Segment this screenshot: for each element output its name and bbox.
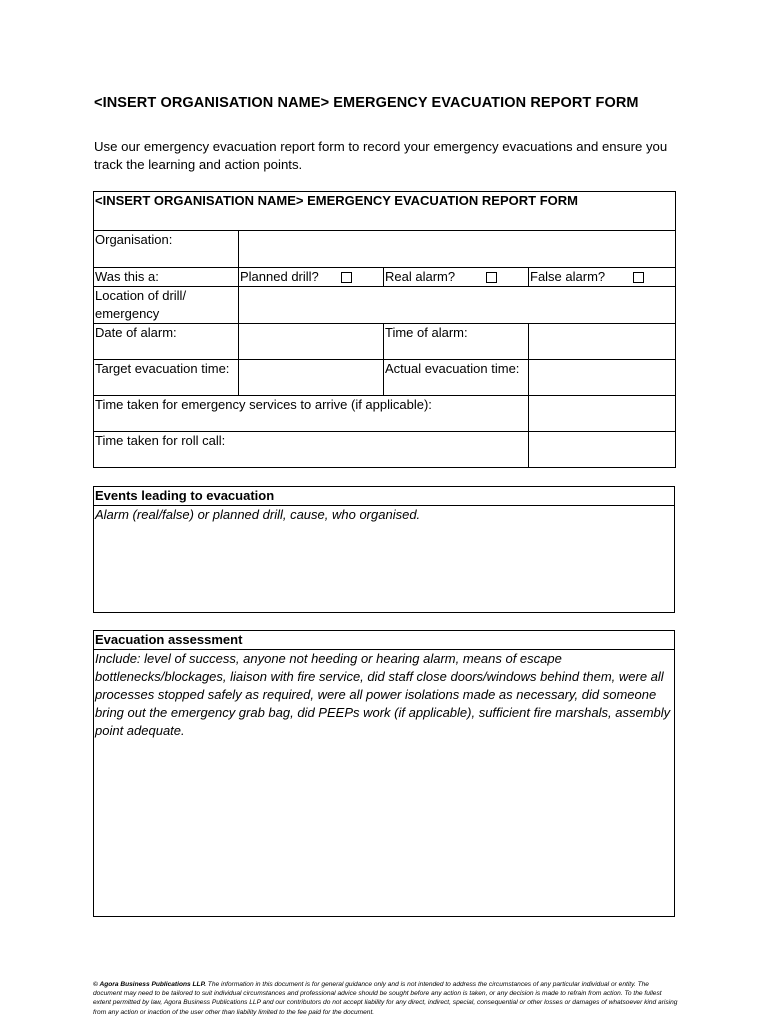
assessment-field[interactable]: Include: level of success, anyone not heeding or hearing alarm, means of escape bottlenecks/blockages, liaison with fire service, did staff close doors/windows behind them, were all processes stopped safely as required, were all power isolations made as necessary, did someone bring out the emergency grab bag, did PEEPs work (if applicable), sufficient fire marshals, assembly point adequate.	[94, 650, 675, 917]
events-table	[93, 486, 675, 613]
real-alarm-checkbox[interactable]	[486, 272, 497, 283]
actual-time-label: Actual evacuation time:	[384, 360, 529, 396]
false-alarm-option[interactable]	[529, 268, 676, 287]
planned-drill-label: Planned drill?	[240, 269, 319, 284]
intro-text: Use our emergency evacuation report form to record your emergency evacuations and ensure you track the learning and action points.	[94, 139, 668, 172]
time-field[interactable]	[529, 324, 676, 360]
events-header: Events leading to evacuation	[94, 487, 675, 506]
organisation-field[interactable]	[239, 231, 676, 268]
footer-disclaimer	[93, 980, 679, 1017]
was-this-label: Was this a:	[94, 268, 239, 287]
real-alarm-label: Real alarm?	[385, 269, 456, 284]
real-alarm-option[interactable]	[384, 268, 529, 287]
location-label: Location of drill/ emergency	[94, 287, 239, 324]
rollcall-time-label: Time taken for roll call:	[94, 432, 529, 468]
footer-copyright: © Agora Business Publications LLP.	[93, 981, 206, 988]
planned-drill-checkbox[interactable]	[341, 272, 352, 283]
assessment-table	[93, 630, 675, 917]
target-time-label: Target evacuation time:	[94, 360, 239, 396]
target-time-field[interactable]	[239, 360, 384, 396]
events-field[interactable]: Alarm (real/false) or planned drill, cause, who organised.	[94, 506, 675, 613]
false-alarm-checkbox[interactable]	[633, 272, 644, 283]
footer-disclaimer-text: The information in this document is for general guidance only and is not intended to address the circumstances of any particular individual or entity. The document may need to be tailored to suit individual circumstances and professional advice should be sought before any action is taken, or any decision is made to refrain from action. To the fullest extent permitted by law, Agora Business Publications LLP and our contributors do not accept liability for any direct, indirect, special, consequential or other losses or damages of whatsoever kind arising from any action or inaction of the user other than liability limited to the fee paid for the document.	[93, 981, 678, 1016]
evacuation-report-table	[93, 191, 676, 468]
false-alarm-label: False alarm?	[530, 269, 606, 284]
organisation-label: Organisation:	[94, 231, 239, 268]
page-title: <INSERT ORGANISATION NAME> EMERGENCY EVACUATION REPORT FORM	[94, 95, 639, 111]
services-time-label: Time taken for emergency services to arrive (if applicable):	[94, 396, 529, 432]
actual-time-field[interactable]	[529, 360, 676, 396]
assessment-header: Evacuation assessment	[94, 631, 675, 650]
services-time-field[interactable]	[529, 396, 676, 432]
date-label: Date of alarm:	[94, 324, 239, 360]
location-field[interactable]	[239, 287, 676, 324]
rollcall-time-field[interactable]	[529, 432, 676, 468]
time-label: Time of alarm:	[384, 324, 529, 360]
planned-drill-option[interactable]	[239, 268, 384, 287]
date-field[interactable]	[239, 324, 384, 360]
form-header: <INSERT ORGANISATION NAME> EMERGENCY EVACUATION REPORT FORM	[94, 192, 676, 231]
